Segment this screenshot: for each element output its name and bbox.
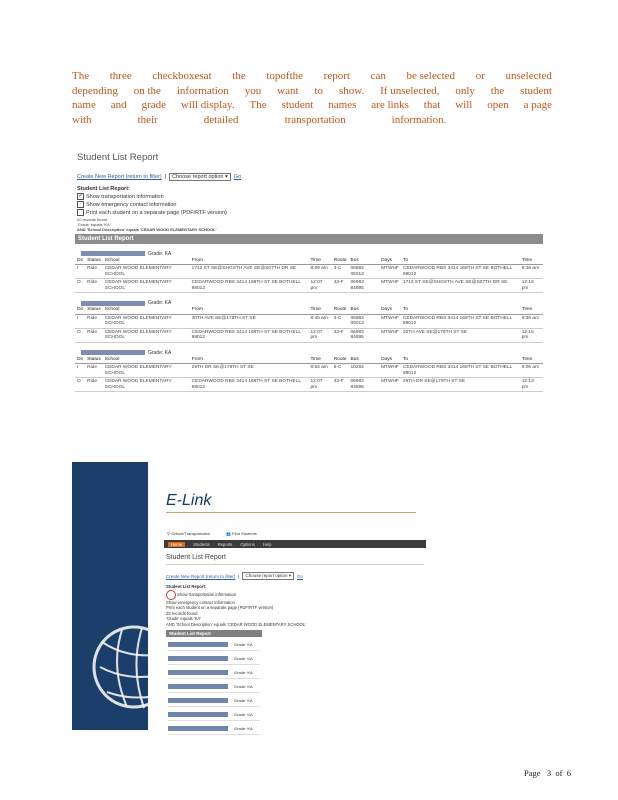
intro-word: will: [455, 99, 473, 111]
table-cell: Ride: [85, 279, 103, 293]
student-name-link[interactable]: [81, 251, 145, 256]
opt-label: Show transportation information: [177, 591, 237, 597]
table-cell: 12:07 pm: [308, 378, 331, 392]
separator: |: [164, 174, 167, 180]
column-header: To: [401, 257, 520, 265]
column-header: From: [190, 306, 309, 314]
table-cell: CEDARWOOD RBS 3414 168TH ST SE BOTHELL 98012: [401, 314, 520, 328]
table-cell: Ride: [85, 314, 103, 328]
table-cell: CEDAR WOOD ELEMENTARY SCHOOL: [103, 364, 190, 378]
report-options: [166, 584, 426, 627]
student-list: [164, 639, 426, 735]
nav-item-home[interactable]: Home: [168, 542, 185, 547]
intro-word: student: [520, 84, 552, 97]
table-row: [75, 314, 543, 328]
table-cell: Ride: [85, 328, 103, 342]
column-header: Dir: [77, 307, 84, 313]
intro-word: you: [244, 84, 262, 97]
intro-word: on the: [133, 84, 161, 97]
column-header: Dir: [77, 356, 84, 362]
main-nav: [164, 540, 426, 548]
intro-word: three: [109, 70, 132, 82]
report-option-select[interactable]: [242, 572, 294, 580]
intro-word: grade: [141, 99, 166, 111]
intro-word: information: [176, 84, 229, 97]
total-pages: 6: [566, 768, 571, 778]
intro-word: will display.: [180, 99, 235, 111]
table-cell: 6-C: [332, 364, 349, 378]
column-header: Days: [379, 356, 401, 364]
intro-word: information.: [391, 113, 447, 126]
create-new-report-link[interactable]: Create New Report (return to filter): [166, 573, 236, 579]
list-item: [168, 681, 260, 693]
section-header: Student List Report: [166, 630, 262, 637]
nav-item-students[interactable]: Students: [193, 541, 210, 547]
filter-grade: 'Grade' equals 'KA': [77, 221, 111, 227]
list-item: [168, 667, 260, 679]
print-separate-checkbox[interactable]: [77, 209, 84, 216]
table-cell: CEDAR WOOD ELEMENTARY SCHOOL: [103, 378, 190, 392]
report-option-select[interactable]: [169, 173, 231, 181]
create-new-report-link[interactable]: Create New Report (return to filter): [77, 174, 162, 180]
table-cell: 8:45 am: [308, 314, 331, 328]
chevron-down-icon: ▾: [225, 174, 228, 180]
page-label: Page: [524, 768, 541, 778]
filter-school: AND 'School Description' equals 'CEDAR WOOD ELEMENTARY SCHOOL': [77, 226, 217, 232]
column-header: Days: [379, 257, 401, 265]
select-value: Choose report option: [245, 573, 288, 578]
intro-word: depending: [72, 84, 118, 97]
column-header: School: [103, 356, 190, 364]
table-cell: 12:15 pm: [520, 328, 543, 342]
top-toolbar: [164, 526, 426, 540]
nav-item-help[interactable]: Help: [262, 541, 272, 547]
column-header: To: [401, 306, 520, 314]
table-cell: 12:07 pm: [308, 279, 331, 293]
divider: [166, 512, 416, 513]
globe-logo-icon: [72, 462, 148, 730]
intro-word: be selected: [406, 70, 456, 82]
intro-word: open: [487, 99, 509, 111]
intro-word: a page: [523, 99, 552, 111]
chevron-down-icon: ▾: [288, 573, 292, 578]
records-found: 20 records found.: [77, 216, 109, 222]
student-name-link[interactable]: [168, 642, 228, 647]
table-cell: CEDARWOOD RBS 3414 168TH ST SE BOTHELL 98012: [401, 364, 520, 378]
table-header: [75, 257, 543, 265]
intro-word: student: [281, 99, 314, 111]
grade-label: Grade: KA: [234, 656, 253, 661]
opt-label: Print each student on a separate page (PDF/RTF version): [86, 209, 227, 216]
intro-line: [72, 98, 552, 113]
table-cell: MTWHF: [379, 378, 401, 392]
intro-word: If unselected,: [380, 84, 440, 97]
table-cell: CEDARWOOD RBS 3414 168TH ST SE BOTHELL 98012: [401, 265, 520, 279]
intro-word: their: [137, 113, 158, 126]
show-emergency-checkbox[interactable]: [77, 201, 84, 208]
table-cell: Ride: [85, 265, 103, 279]
student-name-link[interactable]: [168, 670, 228, 675]
table-cell: CEDARWOOD RBS 3414 168TH ST SE BOTHELL 98012: [190, 279, 309, 293]
student-group: [75, 350, 543, 393]
table-cell: Ride: [85, 364, 103, 378]
column-header: From: [190, 356, 309, 364]
opt-label: Show emergency contact information: [86, 201, 177, 208]
table-cell: 8:36 am: [520, 265, 543, 279]
column-header: Route: [333, 356, 347, 362]
toolbar-label: School/Transportation: [171, 530, 211, 536]
intro-word: that: [423, 99, 441, 111]
column-header: Time: [308, 306, 331, 314]
table-cell: 3-C: [332, 265, 349, 279]
student-name-link[interactable]: [81, 350, 145, 355]
table-cell: 29TH DR SE@179TH ST SE: [401, 378, 520, 392]
table-cell: Ride: [85, 378, 103, 392]
table-cell: MTWHF: [379, 364, 401, 378]
table-cell: 8:09 am: [308, 265, 331, 279]
intro-word: topofthe: [266, 70, 304, 82]
nav-item-options[interactable]: Options: [240, 541, 255, 547]
report-toolbar: [166, 572, 426, 580]
column-header: Time: [520, 356, 543, 364]
toolbar-item-transportation[interactable]: [167, 531, 210, 536]
table-cell: 43-F: [332, 328, 349, 342]
table-cell: 10292: [349, 364, 380, 378]
table-cell: CEDAR WOOD ELEMENTARY SCHOOL: [103, 265, 190, 279]
column-header: Status: [87, 257, 101, 263]
intro-word: are links: [371, 99, 409, 111]
opt-label: Print each student on a separate page (PDF/RTF version): [166, 605, 274, 610]
intro-line: [72, 84, 552, 99]
table-cell: 06993 84895: [349, 328, 380, 342]
intro-word: and: [110, 99, 127, 111]
column-header: Time: [308, 257, 331, 265]
column-header: Bus: [349, 306, 380, 314]
table-cell: CEDAR WOOD ELEMENTARY SCHOOL: [103, 279, 190, 293]
table-cell: O: [75, 378, 85, 392]
toolbar-label: Find Students: [232, 530, 257, 536]
table-cell: I: [75, 314, 85, 328]
opt-label: Show transportation information: [86, 193, 164, 200]
highlight-circle-icon: [166, 590, 176, 600]
nav-item-reports[interactable]: Reports: [217, 541, 233, 547]
grade-label: Grade: KA: [234, 670, 253, 675]
student-name-link[interactable]: [168, 684, 228, 689]
column-header: Bus: [349, 257, 380, 265]
transport-table: [75, 306, 543, 343]
table-cell: CEDARWOOD RBS 3414 168TH ST SE BOTHELL 98012: [190, 378, 309, 392]
grade-label: Grade: KA: [234, 726, 253, 731]
table-cell: 12:16 pm: [520, 279, 543, 293]
table-cell: MTWHF: [379, 314, 401, 328]
select-value: Choose report option: [172, 174, 224, 180]
page-title: Student List Report: [77, 152, 159, 163]
column-header: From: [190, 257, 309, 265]
table-cell: 8:54 am: [308, 364, 331, 378]
student-name-link[interactable]: [81, 301, 145, 306]
column-header: Route: [333, 307, 347, 313]
table-cell: 12:07 pm: [308, 328, 331, 342]
current-page: 3: [546, 768, 552, 778]
grade-label: Grade: KA: [234, 712, 253, 717]
table-header: [75, 306, 543, 314]
table-row: [75, 265, 543, 279]
table-cell: 43-F: [332, 378, 349, 392]
search-icon: ⚲: [167, 530, 170, 536]
student-name-link[interactable]: [168, 698, 228, 703]
intro-word: name: [72, 99, 96, 111]
table-cell: CEDARWOOD RBS 3414 168TH ST SE BOTHELL 98012: [190, 328, 309, 342]
intro-word: to: [314, 84, 324, 97]
column-header: Status: [87, 356, 101, 362]
table-cell: CEDAR WOOD ELEMENTARY SCHOOL: [103, 328, 190, 342]
table-cell: 1712 ST SE@SHGSTH AVE SE@S07TH DR SE: [190, 265, 309, 279]
column-header: School: [103, 257, 190, 265]
go-link[interactable]: Go: [297, 573, 304, 579]
intro-line: [72, 69, 552, 84]
student-groups: [75, 251, 543, 393]
separator: |: [238, 573, 240, 579]
column-header: Time: [308, 356, 331, 364]
filter-school: AND 'School Description' equals 'CEDAR WOOD ELEMENTARY SCHOOL': [166, 621, 307, 627]
table-row: [75, 328, 543, 342]
report-screenshot-2: [164, 526, 426, 731]
table-cell: I: [75, 265, 85, 279]
table-cell: MTWHF: [379, 328, 401, 342]
intro-word: report: [323, 70, 350, 82]
intro-word: The: [72, 70, 90, 82]
table-cell: 06993 84895: [349, 378, 380, 392]
column-header: Time: [520, 306, 543, 314]
instruction-text: [72, 69, 552, 127]
list-item: [168, 709, 260, 721]
list-item: [168, 639, 260, 651]
intro-word: the: [232, 70, 246, 82]
divider: [166, 564, 424, 565]
table-cell: 1712 ST SE@SHGSTH AVE SE@S07TH DR SE: [401, 279, 520, 293]
transport-table: [75, 356, 543, 393]
grade-label: Grade: KA: [148, 250, 172, 257]
options-heading: Student List Report:: [166, 584, 207, 589]
elink-logo: E-Link: [166, 492, 212, 509]
table-cell: 12:13 pm: [520, 378, 543, 392]
of-label: of: [555, 768, 563, 778]
page-number: [524, 768, 571, 778]
table-row: [75, 378, 543, 392]
table-cell: I: [75, 364, 85, 378]
student-name-link[interactable]: [168, 712, 228, 717]
report-toolbar: [77, 173, 543, 181]
table-cell: 30TH AVE SE@178TH ST SE: [190, 314, 309, 328]
grade-label: Grade: KA: [234, 698, 253, 703]
student-group: [75, 251, 543, 294]
table-cell: 06993 84895: [349, 279, 380, 293]
column-header: Status: [87, 307, 101, 313]
intro-word: the: [490, 84, 505, 97]
table-cell: 43-F: [332, 279, 349, 293]
table-cell: 30TH AVE SE@178TH ST SE: [401, 328, 520, 342]
list-item: [168, 723, 260, 735]
table-cell: 06882 05013: [349, 314, 380, 328]
list-item: [168, 695, 260, 707]
intro-word: unselected: [505, 70, 552, 82]
list-item: [168, 653, 260, 665]
report-screenshot-1: [75, 146, 543, 438]
table-cell: CEDAR WOOD ELEMENTARY SCHOOL: [103, 314, 190, 328]
toolbar-item-find-students[interactable]: [226, 531, 257, 536]
column-header: To: [401, 356, 520, 364]
report-options: [77, 186, 543, 217]
table-row: [75, 279, 543, 293]
column-header: Dir: [77, 257, 84, 263]
column-header: Route: [333, 257, 347, 263]
intro-line: [72, 113, 552, 128]
student-group: [75, 300, 543, 343]
table-cell: 3-C: [332, 314, 349, 328]
grade-label: Grade: KA: [148, 349, 172, 356]
table-cell: MTWHF: [379, 265, 401, 279]
column-header: Bus: [349, 356, 380, 364]
table-header: [75, 356, 543, 364]
table-cell: O: [75, 328, 85, 342]
intro-word: or: [475, 70, 485, 82]
column-header: Days: [379, 306, 401, 314]
table-cell: 06882 05013: [349, 265, 380, 279]
intro-word: detailed: [203, 113, 239, 126]
intro-word: only: [455, 84, 475, 97]
go-link[interactable]: Go: [233, 174, 242, 180]
section-header: Student List Report: [75, 234, 543, 244]
intro-word: show.: [338, 84, 365, 97]
grade-label: Grade: KA: [234, 642, 253, 647]
table-cell: O: [75, 279, 85, 293]
table-cell: 8:36 am: [520, 314, 543, 328]
student-name-link[interactable]: [168, 726, 228, 731]
column-header: Time: [520, 257, 543, 265]
grade-label: Grade: KA: [234, 684, 253, 689]
intro-word: want: [277, 84, 299, 97]
sidebar-panel: [72, 462, 148, 730]
records-found: 25 records found.: [166, 610, 199, 616]
intro-word: The: [249, 99, 267, 111]
filter-grade: 'Grade' equals 'KA': [166, 616, 202, 621]
column-header: School: [103, 306, 190, 314]
intro-word: transportation: [284, 113, 346, 126]
intro-word: with: [72, 113, 92, 126]
options-heading: Student List Report:: [77, 186, 130, 192]
intro-word: names: [328, 99, 357, 111]
users-icon: 👥: [226, 530, 232, 536]
table-cell: 29TH DR SE@179TH ST SE: [190, 364, 309, 378]
intro-word: can: [370, 70, 386, 82]
show-transportation-checkbox[interactable]: ✓: [78, 193, 83, 199]
page-title: Student List Report: [166, 554, 226, 561]
student-name-link[interactable]: [168, 656, 228, 661]
grade-label: Grade: KA: [148, 300, 172, 307]
transport-table: [75, 257, 543, 294]
table-cell: 9:05 am: [520, 364, 543, 378]
intro-word: checkboxesat: [152, 70, 212, 82]
table-cell: MTWHF: [379, 279, 401, 293]
opt-label: Show emergency contact information: [166, 599, 235, 605]
table-row: [75, 364, 543, 378]
